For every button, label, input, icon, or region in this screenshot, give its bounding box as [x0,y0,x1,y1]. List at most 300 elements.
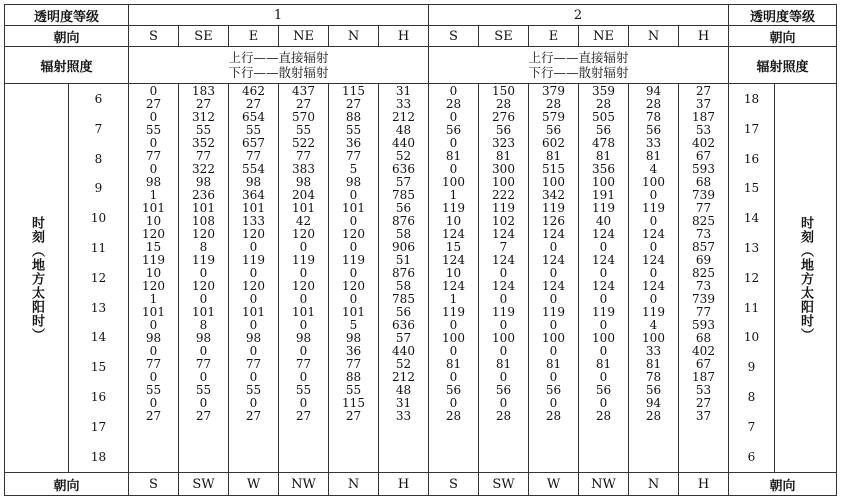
legend-diffuse: 下行——散射辐射 [228,64,329,80]
hour-label: 14 [90,330,107,345]
value: 126 [542,214,565,228]
value: 0 [549,396,558,410]
value: 522 [292,136,315,150]
value: 0 [249,318,258,332]
value: 100 [542,331,565,345]
value: 56 [445,123,462,137]
value: 119 [542,201,565,215]
value: 8 [199,318,208,332]
value: 56 [545,123,562,137]
value: 28 [445,409,462,423]
value: 124 [642,227,665,241]
value: 37 [695,97,712,111]
value: 342 [542,188,565,202]
value: 0 [149,84,158,98]
value: 120 [192,279,215,293]
time-label-right [775,84,837,473]
value: 0 [149,110,158,124]
value: 0 [499,344,508,358]
value: 101 [192,305,215,319]
radiation-legend-g1 [129,47,429,84]
hour-label: 13 [743,240,760,255]
value: 120 [342,227,365,241]
value: 28 [545,409,562,423]
g1-ne-values [279,84,329,473]
value: 119 [342,253,365,267]
transparency-group-2: 2 [429,5,729,26]
value: 51 [395,253,412,267]
value: 0 [299,240,308,254]
g2-e-values [529,84,579,473]
orient-bottom-g1-sw: SW [179,473,229,496]
value: 98 [345,175,362,189]
value: 119 [542,305,565,319]
value: 67 [695,149,712,163]
orient-bottom-g1-nw: NW [279,473,329,496]
value: 857 [692,240,715,254]
value: 53 [695,123,712,137]
value: 0 [149,318,158,332]
value: 124 [592,279,615,293]
g2-s-values [429,84,479,473]
value: 0 [349,188,358,202]
value: 98 [145,175,162,189]
value: 119 [442,201,465,215]
value: 124 [642,279,665,293]
value: 0 [299,292,308,306]
radiation-table-container [4,4,837,496]
value: 124 [542,279,565,293]
value: 68 [695,175,712,189]
value: 33 [395,409,412,423]
g1-n-values [329,84,379,473]
value: 100 [442,331,465,345]
value: 100 [492,175,515,189]
value: 56 [645,383,662,397]
hour-label: 11 [90,240,107,255]
time-label-text: 时刻（地方太阳时） [798,215,813,342]
value: 0 [199,396,208,410]
value: 906 [392,240,415,254]
value: 100 [642,331,665,345]
value: 0 [599,266,608,280]
hour-label: 10 [90,211,107,226]
value: 739 [692,188,715,202]
value: 98 [145,331,162,345]
value: 0 [549,292,558,306]
value: 57 [395,331,412,345]
g1-e-values [229,84,279,473]
value: 98 [195,175,212,189]
orient-g2-se: SE [479,26,529,47]
value: 570 [292,110,315,124]
value: 101 [342,201,365,215]
value: 0 [649,292,658,306]
hour-label: 6 [747,449,756,464]
value: 56 [495,383,512,397]
value: 73 [695,227,712,241]
value: 579 [542,110,565,124]
value: 115 [342,396,365,410]
value: 124 [442,253,465,267]
g1-h-values [379,84,429,473]
hour-label: 17 [90,419,107,434]
g2-n-values [629,84,679,473]
value: 81 [445,149,462,163]
value: 81 [545,357,562,371]
transparency-label-left: 透明度等级 [5,5,129,26]
hour-label: 16 [90,389,107,404]
value: 98 [245,175,262,189]
value: 119 [492,201,515,215]
value: 101 [142,201,165,215]
value: 876 [392,266,415,280]
hour-label: 17 [743,121,760,136]
value: 42 [295,214,312,228]
value: 98 [345,331,362,345]
value: 312 [192,110,215,124]
value: 0 [449,136,458,150]
value: 36 [345,344,362,358]
value: 785 [392,188,415,202]
value: 825 [692,266,715,280]
value: 100 [442,175,465,189]
value: 191 [592,188,615,202]
value: 187 [692,110,715,124]
value: 77 [345,149,362,163]
value: 100 [492,331,515,345]
value: 0 [449,162,458,176]
value: 27 [295,409,312,423]
value: 212 [392,370,415,384]
value: 120 [192,227,215,241]
value: 55 [345,383,362,397]
transparency-group-1: 1 [129,5,429,26]
orient-bottom-g1-s: S [129,473,179,496]
value: 101 [292,201,315,215]
orient-bottom-g1-n: N [329,473,379,496]
hour-label: 9 [747,360,756,375]
value: 88 [345,370,362,384]
value: 81 [495,357,512,371]
value: 119 [242,253,265,267]
orientation-label-top-right: 朝向 [729,26,837,47]
hour-label: 11 [743,300,760,315]
value: 119 [642,201,665,215]
value: 120 [242,227,265,241]
value: 36 [345,136,362,150]
value: 58 [395,227,412,241]
value: 81 [645,149,662,163]
hour-list-left [69,85,128,472]
value: 0 [299,318,308,332]
hour-label: 14 [743,211,760,226]
value: 56 [395,201,412,215]
value: 56 [395,305,412,319]
value: 5 [349,162,358,176]
value: 0 [199,292,208,306]
value: 27 [145,409,162,423]
value: 101 [292,305,315,319]
value: 10 [445,266,462,280]
orient-bottom-g2-n: N [629,473,679,496]
value: 77 [145,357,162,371]
value: 402 [692,344,715,358]
value: 40 [595,214,612,228]
orient-bottom-g2-sw: SW [479,473,529,496]
value: 0 [499,396,508,410]
value: 33 [645,136,662,150]
value: 124 [442,279,465,293]
value: 364 [242,188,265,202]
value: 124 [592,227,615,241]
value: 10 [145,214,162,228]
value: 593 [692,162,715,176]
value: 0 [599,240,608,254]
value: 0 [499,370,508,384]
value: 27 [695,396,712,410]
value: 825 [692,214,715,228]
value: 27 [245,97,262,111]
value: 56 [495,123,512,137]
orient-g2-ne: NE [579,26,629,47]
value: 323 [492,136,515,150]
value: 1 [449,292,458,306]
value: 440 [392,136,415,150]
value: 81 [495,149,512,163]
value: 56 [645,123,662,137]
value: 119 [592,201,615,215]
orient-bottom-g2-w: W [529,473,579,496]
value: 77 [295,357,312,371]
value: 4 [649,162,658,176]
value: 119 [292,253,315,267]
orientation-label-bottom-right: 朝向 [729,473,837,496]
value: 654 [242,110,265,124]
value: 119 [142,253,165,267]
value: 77 [695,305,712,319]
value: 124 [542,227,565,241]
hour-label: 7 [94,121,103,136]
hour-label: 12 [743,270,760,285]
value: 0 [649,214,658,228]
value: 81 [545,149,562,163]
value: 27 [345,97,362,111]
value: 31 [395,84,412,98]
value: 124 [442,227,465,241]
value: 33 [395,97,412,111]
orient-bottom-g1-w: W [229,473,279,496]
value: 55 [295,123,312,137]
value: 100 [642,175,665,189]
value: 0 [449,396,458,410]
orient-g1-ne: NE [279,26,329,47]
value: 28 [645,97,662,111]
value: 0 [149,370,158,384]
value: 0 [149,344,158,358]
value: 0 [249,292,258,306]
orient-g2-n: N [629,26,679,47]
time-label-left [5,84,69,473]
value: 0 [199,266,208,280]
value: 0 [299,266,308,280]
value: 593 [692,318,715,332]
value: 27 [295,97,312,111]
value: 0 [149,396,158,410]
value: 56 [445,383,462,397]
value: 359 [592,84,615,98]
value: 77 [245,357,262,371]
value: 77 [345,357,362,371]
value: 119 [192,253,215,267]
value: 437 [292,84,315,98]
value: 119 [442,305,465,319]
value: 120 [342,279,365,293]
value: 120 [292,279,315,293]
value: 124 [492,227,515,241]
value: 55 [195,123,212,137]
value: 0 [599,318,608,332]
value: 120 [142,227,165,241]
value: 0 [449,344,458,358]
value: 33 [645,344,662,358]
value: 100 [592,175,615,189]
value: 94 [645,396,662,410]
value: 379 [542,84,565,98]
value: 69 [695,253,712,267]
value: 0 [449,318,458,332]
g1-se-values [179,84,229,473]
value: 0 [349,240,358,254]
legend-direct: 上行——直接辐射 [228,49,329,65]
value: 101 [242,201,265,215]
hour-label: 13 [90,300,107,315]
value: 77 [295,149,312,163]
value: 77 [195,149,212,163]
value: 27 [195,409,212,423]
value: 0 [549,318,558,332]
hour-label: 15 [743,181,760,196]
value: 602 [542,136,565,150]
value: 0 [249,344,258,358]
value: 0 [349,214,358,228]
value: 27 [145,97,162,111]
value: 402 [692,136,715,150]
value: 98 [245,331,262,345]
value: 28 [645,409,662,423]
orient-bottom-g2-nw: NW [579,473,629,496]
g2-ne-values [579,84,629,473]
value: 222 [492,188,515,202]
value: 183 [192,84,215,98]
legend-direct: 上行——直接辐射 [528,49,629,65]
value: 0 [349,292,358,306]
radiation-legend-g2 [429,47,729,84]
value: 0 [249,396,258,410]
value: 100 [542,175,565,189]
value: 37 [695,409,712,423]
value: 73 [695,279,712,293]
orient-g1-s: S [129,26,179,47]
value: 98 [195,331,212,345]
value: 785 [392,292,415,306]
value: 101 [192,201,215,215]
value: 77 [695,201,712,215]
value: 1 [149,188,158,202]
hour-label: 9 [94,181,103,196]
value: 52 [395,149,412,163]
value: 52 [395,357,412,371]
hour-label: 18 [743,92,760,106]
value: 0 [549,240,558,254]
value: 124 [542,253,565,267]
value: 98 [295,175,312,189]
value: 77 [145,149,162,163]
hour-label: 8 [747,389,756,404]
value: 28 [595,97,612,111]
value: 1 [449,188,458,202]
value: 0 [449,84,458,98]
value: 102 [492,214,515,228]
value: 1 [149,292,158,306]
irradiance-label-left: 辐射照度 [5,47,129,84]
value: 7 [499,240,508,254]
value: 67 [695,357,712,371]
value: 115 [342,84,365,98]
value: 657 [242,136,265,150]
value: 10 [445,214,462,228]
value: 27 [345,409,362,423]
value: 120 [242,279,265,293]
value: 28 [595,409,612,423]
value: 124 [492,279,515,293]
value: 55 [145,123,162,137]
value: 0 [449,110,458,124]
value: 150 [492,84,515,98]
orient-g1-se: SE [179,26,229,47]
value: 462 [242,84,265,98]
solar-radiation-table [4,4,837,496]
value: 94 [645,84,662,98]
orientation-label-top-left: 朝向 [5,26,129,47]
value: 300 [492,162,515,176]
value: 0 [499,266,508,280]
hour-label: 16 [743,151,760,166]
value: 55 [345,123,362,137]
value: 0 [549,344,558,358]
orient-g2-s: S [429,26,479,47]
value: 15 [145,240,162,254]
value: 119 [592,305,615,319]
value: 0 [249,240,258,254]
g2-h-values [679,84,729,473]
value: 383 [292,162,315,176]
value: 739 [692,292,715,306]
value: 212 [392,110,415,124]
value: 81 [595,149,612,163]
hour-label: 18 [90,449,107,464]
value: 0 [649,240,658,254]
hour-label: 6 [94,92,103,106]
value: 0 [249,266,258,280]
value: 204 [292,188,315,202]
g1-s-values [129,84,179,473]
value: 0 [649,188,658,202]
value: 28 [495,409,512,423]
value: 77 [195,357,212,371]
hour-label: 15 [90,360,107,375]
legend-diffuse: 下行——散射辐射 [528,64,629,80]
